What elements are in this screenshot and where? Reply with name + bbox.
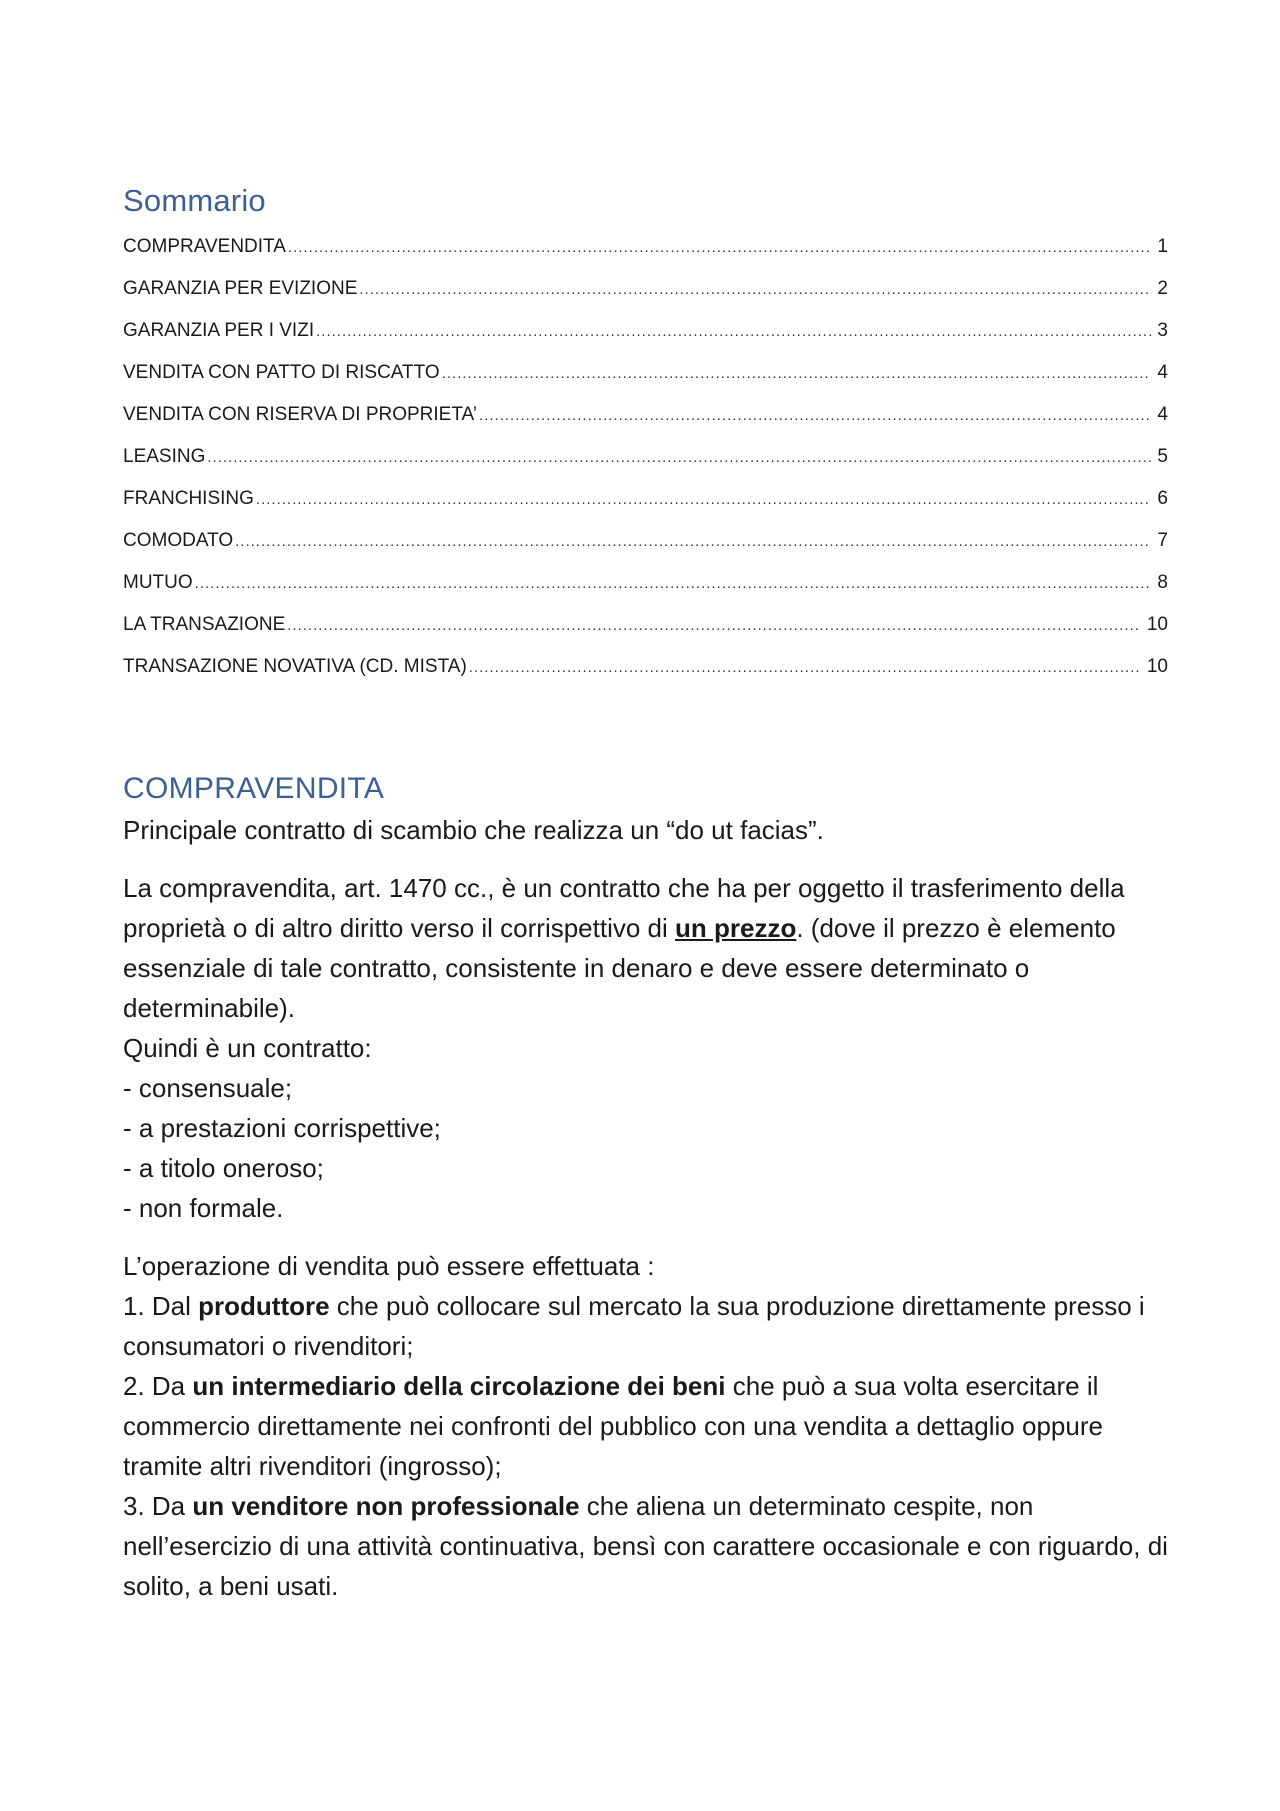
contract-trait-item: - non formale.: [123, 1193, 284, 1223]
item-prefix: 1. Dal: [123, 1291, 199, 1321]
toc-entry-label: VENDITA CON PATTO DI RISCATTO: [123, 362, 440, 383]
toc-entry-garanzia-vizi[interactable]: [123, 310, 1168, 352]
table-of-contents: [123, 226, 1168, 688]
item-rest: che può collocare sul mercato la sua produzione direttamente presso i consumatori o rivenditori;: [123, 1291, 1145, 1361]
sale-operation-item: [123, 1286, 1168, 1366]
toc-dot-leader: [316, 311, 1151, 353]
toc-entry-page: 4: [1157, 404, 1168, 425]
toc-title: Sommario: [123, 183, 266, 218]
contract-trait-item: - consensuale;: [123, 1073, 293, 1103]
toc-entry-comodato[interactable]: [123, 520, 1168, 562]
toc-dot-leader: [469, 647, 1141, 689]
toc-entry-leasing[interactable]: [123, 436, 1168, 478]
toc-dot-leader: [287, 605, 1141, 647]
toc-entry-patto-riscatto[interactable]: [123, 352, 1168, 394]
toc-entry-page: 1: [1157, 236, 1168, 257]
toc-dot-leader: [479, 395, 1151, 437]
toc-entry-franchising[interactable]: [123, 478, 1168, 520]
toc-entry-label: VENDITA CON RISERVA DI PROPRIETA’: [123, 404, 478, 425]
toc-entry-label: LEASING: [123, 446, 206, 467]
section-heading-compravendita: COMPRAVENDITA: [123, 772, 385, 805]
item-rest: che può a sua volta esercitare il commercio direttamente nei confronti del pubblico con una vendita a dettaglio oppure tramite altri rivenditori (ingrosso);: [123, 1371, 1103, 1481]
toc-entry-page: 10: [1146, 656, 1168, 677]
toc-dot-leader: [235, 521, 1151, 563]
toc-dot-leader: [195, 563, 1152, 605]
toc-entry-label: FRANCHISING: [123, 488, 254, 509]
toc-dot-leader: [288, 227, 1152, 269]
sale-operation-item: [123, 1486, 1168, 1606]
toc-entry-transazione[interactable]: [123, 604, 1168, 646]
item-prefix: 2. Da: [123, 1371, 193, 1401]
toc-entry-label: COMODATO: [123, 530, 234, 551]
sale-operation-item: [123, 1366, 1168, 1486]
item-bold-term: un intermediario della circolazione dei beni: [192, 1371, 726, 1401]
definition-paragraph: [123, 868, 1168, 1228]
toc-entry-page: 6: [1157, 488, 1168, 509]
toc-entry-page: 8: [1157, 572, 1168, 593]
toc-entry-compravendita[interactable]: [123, 226, 1168, 268]
toc-entry-page: 10: [1146, 614, 1168, 635]
sale-operation-lead: L’operazione di vendita può essere effettuata :: [123, 1251, 655, 1281]
contract-intro-line: Quindi è un contratto:: [123, 1033, 372, 1063]
toc-entry-label: TRANSAZIONE NOVATIVA (CD. MISTA): [123, 656, 467, 677]
contract-trait-item: - a titolo oneroso;: [123, 1153, 324, 1183]
toc-entry-page: 3: [1157, 320, 1168, 341]
toc-entry-label: MUTUO: [123, 572, 193, 593]
sale-operation-paragraph: [123, 1246, 1168, 1606]
toc-dot-leader: [442, 353, 1152, 395]
intro-paragraph: Principale contratto di scambio che realizza un “do ut facias”.: [123, 815, 824, 845]
toc-entry-page: 7: [1157, 530, 1168, 551]
toc-entry-label: GARANZIA PER EVIZIONE: [123, 278, 358, 299]
definition-text-cont: . (dove il prezzo è elemento essenziale di tale contratto, consistente in denaro e deve essere determinato o determinabile).: [123, 913, 1116, 1023]
price-emphasis: un prezzo: [675, 913, 797, 943]
toc-dot-leader: [256, 479, 1152, 521]
toc-entry-garanzia-evizione[interactable]: [123, 268, 1168, 310]
toc-entry-page: 4: [1157, 362, 1168, 383]
item-rest: che aliena un determinato cespite, non nell’esercizio di una attività continuativa, bensì con carattere occasionale e con riguardo, di solito, a beni usati.: [123, 1491, 1168, 1601]
definition-text: La compravendita, art. 1470 cc., è un contratto che ha per oggetto il trasferimento della proprietà o di altro diritto verso il corrispettivo di: [123, 873, 1125, 943]
toc-entry-page: 5: [1157, 446, 1168, 467]
toc-entry-label: COMPRAVENDITA: [123, 236, 286, 257]
item-bold-term: produttore: [198, 1291, 330, 1321]
contract-trait-item: - a prestazioni corrispettive;: [123, 1113, 441, 1143]
toc-entry-riserva-proprieta[interactable]: [123, 394, 1168, 436]
item-bold-term: un venditore non professionale: [192, 1491, 580, 1521]
toc-entry-label: LA TRANSAZIONE: [123, 614, 286, 635]
toc-entry-mutuo[interactable]: [123, 562, 1168, 604]
toc-entry-page: 2: [1157, 278, 1168, 299]
toc-entry-label: GARANZIA PER I VIZI: [123, 320, 315, 341]
item-prefix: 3. Da: [123, 1491, 193, 1521]
toc-entry-transazione-novativa[interactable]: [123, 646, 1168, 688]
document-page: [123, 180, 1168, 1606]
toc-dot-leader: [207, 437, 1151, 479]
toc-dot-leader: [359, 269, 1151, 311]
